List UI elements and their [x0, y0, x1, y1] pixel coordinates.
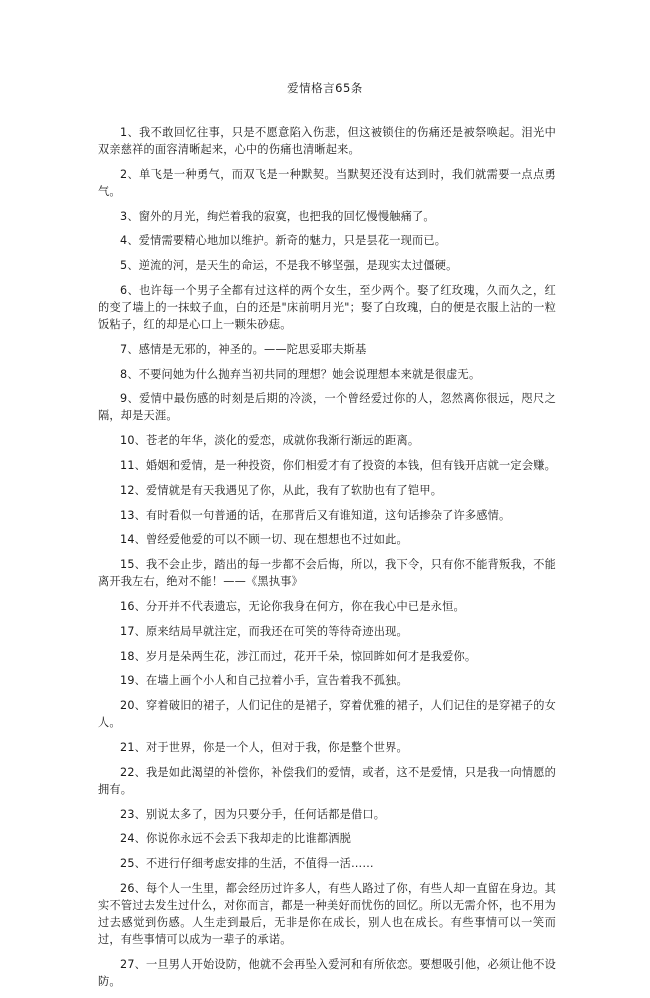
paragraph-9: 9、爱情中最伤感的时刻是后期的冷淡，一个曾经爱过你的人，忽然离你很远，咫尺之隔，却是天涯。: [98, 392, 556, 423]
paragraph-13: 13、有时看似一句普通的话，在那背后又有谁知道，这句话掺杂了许多感情。: [120, 508, 511, 522]
paragraph-24: 24、你说你永远不会丢下我却走的比谁都洒脱: [120, 832, 351, 846]
paragraph-4: 4、爱情需要精心地加以维护。新奇的魅力，只是昙花一现而已。: [120, 234, 447, 248]
paragraph-2: 2、单飞是一种勇气，而双飞是一种默契。当默契还没有达到时，我们就需要一点点勇气。: [98, 167, 556, 198]
paragraph-26: 26、每个人一生里，都会经历过许多人，有些人路过了你，有些人却一直留在身边。其实不管过去发生过什么，对你而言，都是一种美好而忧伤的回忆。所以无需介怀，也不用为过去感觉到伤感。人生走到最后，无非是你在成长，别人也在成长。有些事情可以一笑而过，有些事情可以成为一辈子的承诺。: [98, 881, 556, 946]
paragraph-7: 7、感情是无邪的，神圣的。——陀思妥耶夫斯基: [120, 342, 367, 356]
paragraph-14: 14、曾经爱他爱的可以不顾一切、现在想想也不过如此。: [120, 533, 408, 547]
paragraph-8: 8、不要问她为什么抛弃当初共同的理想？她会说理想本来就是很虚无。: [120, 367, 481, 381]
document-body: [98, 124, 556, 998]
paragraph-6: 6、也许每一个男子全都有过这样的两个女生，至少两个。娶了红玫瑰，久而久之，红的变了墙上的一抹蚊子血，白的还是"床前明月光"；娶了白玫瑰，白的便是衣服上沾的一粒饭粘子，红的却是心口上一颗朱砂痣。: [98, 283, 556, 331]
paragraph-18: 18、岁月是朵两生花，涉江而过，花开千朵，惊回眸如何才是我爱你。: [120, 649, 477, 663]
paragraph-17: 17、原来结局早就注定，而我还在可笑的等待奇迹出现。: [120, 624, 408, 638]
paragraph-10: 10、苍老的年华，淡化的爱恋，成就你我渐行渐远的距离。: [120, 434, 420, 448]
paragraph-23: 23、别说太多了，因为只要分手，任何话都是借口。: [120, 807, 386, 821]
paragraph-27: 27、一旦男人开始设防，他就不会再坠入爱河和有所依恋。要想吸引他，必须让他不设防。: [98, 957, 556, 988]
paragraph-12: 12、爱情就是有天我遇见了你，从此，我有了软肋也有了铠甲。: [120, 483, 443, 497]
page-title: 爱情格言65条: [287, 81, 363, 95]
paragraph-20: 20、穿着破旧的裙子，人们记住的是裙子，穿着优雅的裙子，人们记住的是穿裙子的女人。: [98, 699, 556, 730]
paragraph-19: 19、在墙上画个小人和自己拉着小手，宣告着我不孤独。: [120, 674, 408, 688]
paragraph-16: 16、分开并不代表遗忘，无论你我身在何方，你在我心中已是永恒。: [120, 599, 465, 613]
paragraph-22: 22、我是如此渴望的补偿你，补偿我们的爱情，或者，这不是爱情，只是我一向情愿的拥有。: [98, 765, 556, 796]
paragraph-1: 1、我不敢回忆往事，只是不愿意陷入伤悲，但这被锁住的伤痛还是被祭唤起。泪光中双亲慈祥的面容清晰起来，心中的伤痛也清晰起来。: [98, 126, 556, 156]
paragraph-15: 15、我不会止步，踏出的每一步都不会后悔，所以，我下令，只有你不能背叛我，不能离开我左右，绝对不能！——《黑执事》: [98, 558, 556, 589]
paragraph-25: 25、不进行仔细考虑安排的生活，不值得一活……: [120, 857, 374, 871]
paragraph-11: 11、婚姻和爱情，是一种投资，你们相爱才有了投资的本钱，但有钱开店就一定会赚。: [120, 458, 556, 472]
paragraph-21: 21、对于世界，你是一个人，但对于我，你是整个世界。: [120, 740, 408, 754]
paragraph-5: 5、逆流的河，是天生的命运，不是我不够坚强，是现实太过僵硬。: [120, 259, 458, 273]
paragraph-3: 3、窗外的月光，绚烂着我的寂寞，也把我的回忆慢慢触痛了。: [120, 209, 435, 223]
